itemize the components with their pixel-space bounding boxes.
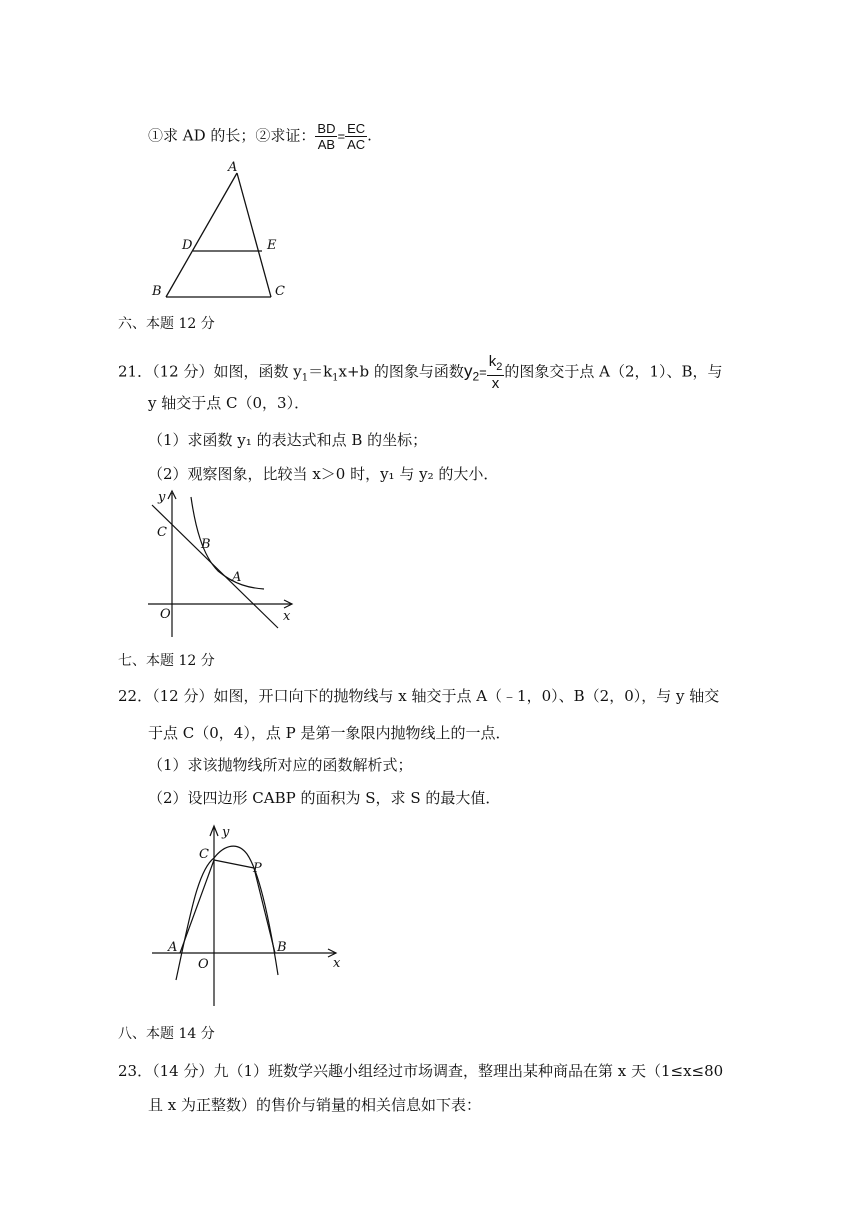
fraction-bd-ab	[315, 121, 337, 152]
label-e: E	[267, 238, 277, 253]
prob21-line1-mid2: x+b 的图象与函数	[338, 362, 464, 381]
triangle-figure	[140, 155, 300, 305]
segment-ca	[180, 860, 214, 953]
prob22-line2: 于点 C（0，4），点 P 是第一象限内抛物线上的一点．	[148, 724, 511, 742]
prob21-line1-mid: ＝k	[308, 362, 333, 381]
section-heading-7: 七、本题 12 分	[118, 653, 215, 669]
label-c: C	[157, 525, 167, 540]
y2-subscript: 2	[472, 369, 480, 384]
prob21-question-1: （1）求函数 y₁ 的表达式和点 B 的坐标；	[148, 431, 428, 449]
label-b: B	[277, 940, 287, 955]
label-p: P	[253, 861, 262, 876]
prob21-line1-pre: 21．（12 分）如图，函数 y	[118, 362, 302, 381]
prob20-tasks	[148, 121, 372, 152]
period: .	[367, 126, 372, 145]
label-a: A	[228, 160, 238, 175]
label-x: x	[333, 956, 341, 971]
label-y: y	[158, 490, 166, 505]
subscript-1b: 1	[332, 372, 339, 384]
k-symbol: k	[488, 353, 497, 370]
fraction-ec-ac	[345, 121, 367, 152]
segment-cp	[214, 860, 254, 868]
prob22-question-2: （2）设四边形 CABP 的面积为 S，求 S 的最大值．	[148, 789, 501, 807]
label-c: C	[199, 847, 209, 862]
frac-denominator: AB	[317, 137, 336, 152]
frac-numerator: EC	[347, 121, 366, 136]
function-graph-figure	[140, 485, 310, 645]
prob23-line1: 23．（14 分）九（1）班数学兴趣小组经过市场调查，整理出某种商品在第 x 天（1≤x≤80	[118, 1062, 724, 1080]
subscript-1: 1	[301, 372, 309, 384]
prob21-line1	[118, 354, 723, 391]
label-b: B	[152, 284, 162, 299]
label-d: D	[182, 238, 193, 253]
side-ac	[237, 173, 271, 297]
frac-denominator: x	[491, 375, 500, 392]
frac-numerator: BD	[317, 121, 336, 136]
equals-sign: =	[479, 364, 487, 380]
label-o: O	[198, 957, 209, 972]
label-b: B	[201, 537, 211, 552]
frac-numerator	[487, 354, 505, 376]
line-y1	[152, 505, 278, 628]
prob22-line1: 22．（12 分）如图，开口向下的抛物线与 x 轴交于点 A（﹣1，0）、B（2，0），与 y 轴交	[118, 687, 720, 705]
frac-denominator: AC	[347, 137, 366, 152]
label-x: x	[283, 609, 291, 624]
y2-symbol: y	[463, 361, 473, 381]
k-subscript: 2	[496, 361, 503, 373]
label-c: C	[275, 284, 285, 299]
equals-sign: =	[337, 128, 346, 144]
side-ab	[166, 173, 237, 297]
label-o: O	[160, 607, 171, 622]
label-a: A	[168, 940, 178, 955]
prob22-question-1: （1）求该抛物线所对应的函数解析式；	[148, 756, 413, 774]
section-heading-8: 八、本题 14 分	[118, 1026, 215, 1042]
fraction-k2-x	[487, 354, 505, 391]
section-heading-6: 六、本题 12 分	[118, 316, 215, 332]
prob21-question-2: （2）观察图象，比较当 x＞0 时，y₁ 与 y₂ 的大小．	[148, 465, 499, 483]
prob20-tasks-text: ①求 AD 的长；②求证：	[148, 126, 316, 145]
parabola-figure	[150, 820, 350, 1010]
parabola-curve	[176, 846, 278, 980]
prob21-line2: y 轴交于点 C（0，3）．	[148, 394, 310, 412]
label-a: A	[232, 570, 242, 585]
segment-pb	[254, 868, 275, 953]
prob23-line2: 且 x 为正整数）的售价与销量的相关信息如下表：	[148, 1096, 481, 1114]
prob21-line1-post: 的图象交于点 A（2，1）、B，与	[504, 362, 723, 381]
label-y: y	[222, 825, 230, 840]
